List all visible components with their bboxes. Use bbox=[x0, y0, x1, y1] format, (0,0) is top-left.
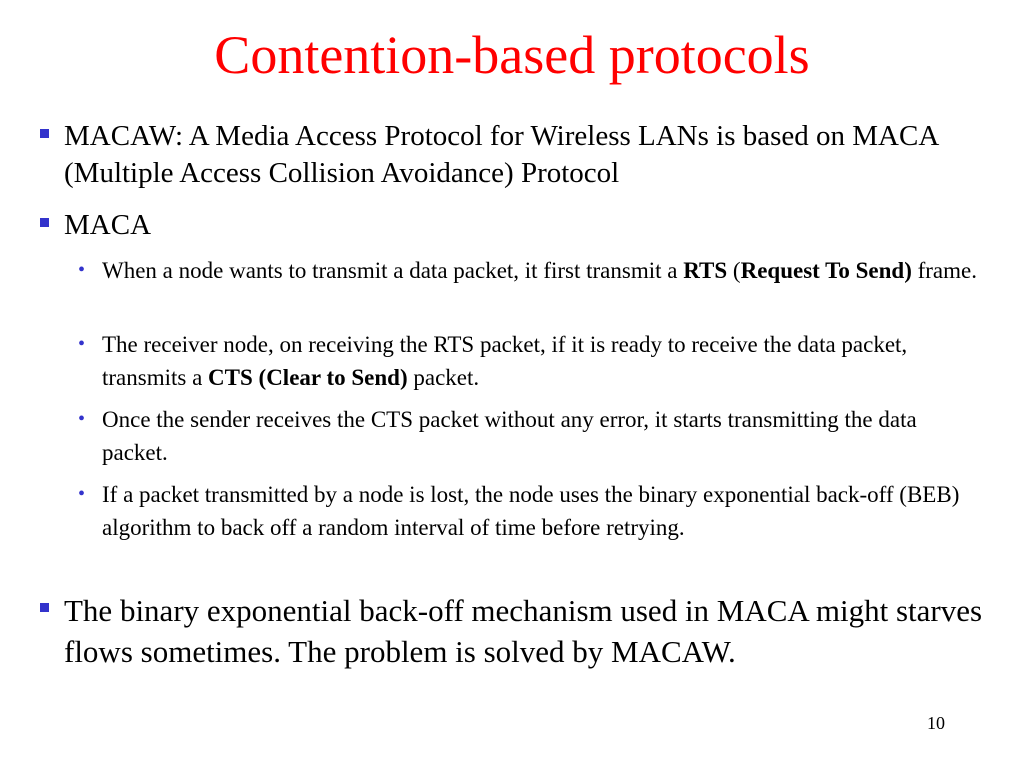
square-bullet-icon bbox=[40, 218, 49, 227]
dot-bullet-icon: • bbox=[78, 333, 86, 355]
subbullet-transmit bbox=[78, 403, 987, 469]
bullet-maca-text: MACA bbox=[64, 209, 152, 241]
slide-title: Contention-based protocols bbox=[214, 25, 810, 85]
subbullet-rts-bold-request: Request To Send) bbox=[740, 258, 912, 283]
subbullet-cts-pre: The receiver node, on receiving the RTS packet, if it is ready to receive the data packet, transmits a bbox=[102, 332, 908, 390]
bullet-starve-text: The binary exponential back-off mechanism used in MACA might starves flows sometimes. The problem is solved by MACAW. bbox=[64, 593, 983, 669]
dot-bullet-icon: • bbox=[78, 483, 86, 505]
bullet-maca bbox=[64, 207, 994, 244]
square-bullet-icon bbox=[40, 129, 49, 138]
subbullet-cts bbox=[78, 328, 987, 394]
subbullet-cts-bold: CTS (Clear to Send) bbox=[208, 365, 408, 390]
bullet-macaw-text: MACAW: A Media Access Protocol for Wireless LANs is based on MACA (Multiple Access Collision Avoidance) Protocol bbox=[64, 120, 938, 189]
subbullet-beb-text: If a packet transmitted by a node is lost, the node uses the binary exponential back-off (BEB) algorithm to back off a random interval of time before retrying. bbox=[102, 482, 960, 540]
subbullet-rts bbox=[78, 254, 987, 287]
dot-bullet-icon: • bbox=[78, 259, 86, 281]
bullet-macaw bbox=[64, 118, 994, 192]
subbullet-beb bbox=[78, 478, 987, 544]
subbullet-rts-post: frame. bbox=[911, 258, 977, 283]
dot-bullet-icon: • bbox=[78, 408, 86, 430]
page-number: 10 bbox=[927, 713, 945, 733]
square-bullet-icon bbox=[40, 603, 49, 612]
subbullet-rts-mid: ( bbox=[727, 258, 741, 283]
subbullet-cts-post: packet. bbox=[407, 365, 480, 390]
bullet-starve bbox=[64, 590, 994, 672]
subbullet-rts-bold-rts: RTS bbox=[683, 258, 728, 283]
subbullet-transmit-text: Once the sender receives the CTS packet without any error, it starts transmitting the data packet. bbox=[102, 407, 917, 465]
subbullet-rts-pre: When a node wants to transmit a data packet, it first transmit a bbox=[102, 258, 684, 283]
